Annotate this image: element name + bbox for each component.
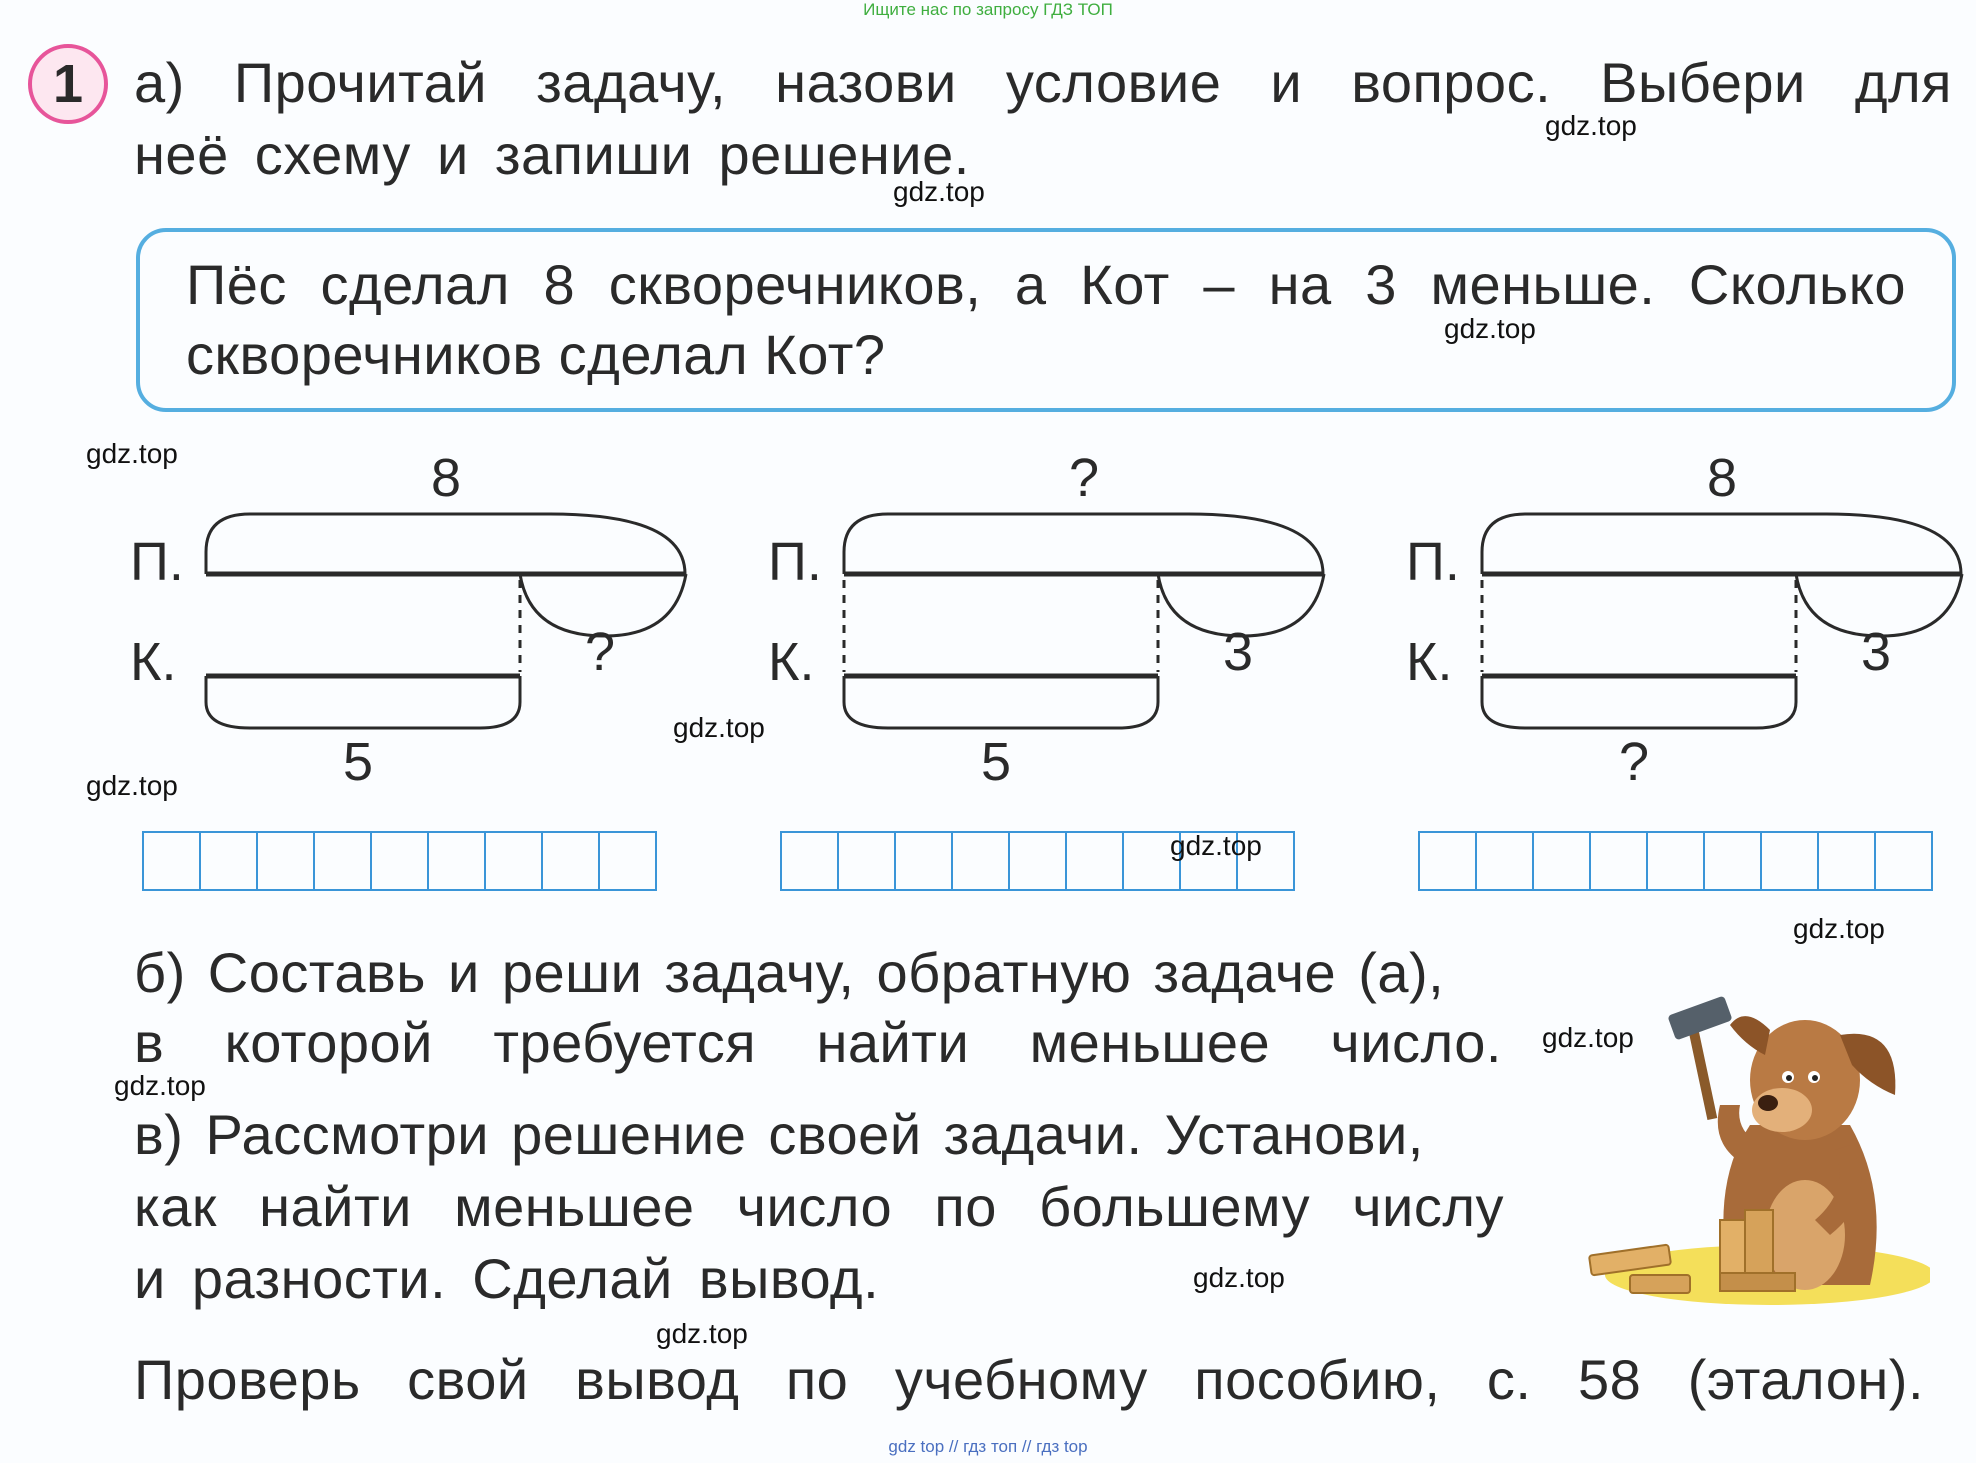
scheme-top-value: 8 [430,448,462,508]
part-b-line-2: в которой требуется найти меньшее число. [134,1011,1502,1074]
scheme-top-value: 8 [1706,448,1738,508]
answer-cell[interactable] [142,831,201,891]
answer-cell[interactable] [598,831,657,891]
answer-cell[interactable] [1589,831,1648,891]
watermark: gdz.top [86,770,178,801]
answer-cell[interactable] [484,831,543,891]
scheme-label-p: П. [768,532,822,592]
answer-cells-3[interactable] [1418,831,1931,891]
task-line-1: Пёс сделал 8 скворечников, а Кот – на 3 меньше. Сколько [186,253,1906,316]
answer-cell[interactable] [199,831,258,891]
part-a-line-1: а) Прочитай задачу, назови условие и вопрос. Выбери для [134,51,1952,114]
scheme-1 [130,448,686,792]
watermark: gdz.top [1542,1022,1634,1053]
footer-note: gdz top // гдз топ // гдз top [888,1437,1088,1456]
answer-cell[interactable] [837,831,896,891]
schemes-area [0,440,1976,800]
scheme-bottom-value: 5 [342,732,374,792]
scheme-label-p: П. [130,532,184,592]
scheme-right-value: 3 [1860,622,1892,682]
answer-cells-1[interactable] [142,831,655,891]
scheme-bottom-value: 5 [980,732,1012,792]
answer-cell[interactable] [1418,831,1477,891]
answer-cell[interactable] [313,831,372,891]
watermark: gdz.top [893,176,985,207]
exercise-number-badge: 1 [28,44,108,124]
answer-cell[interactable] [541,831,600,891]
watermark: gdz.top [673,712,765,743]
check-line: Проверь свой вывод по учебному пособию, с. 58 (эталон). [134,1348,1924,1411]
scheme-label-k: К. [768,632,815,692]
answer-cell[interactable] [780,831,839,891]
answer-cell[interactable] [370,831,429,891]
scheme-bottom-value: ? [1618,732,1650,792]
scheme-top-value: ? [1068,448,1100,508]
watermark: gdz.top [656,1318,748,1349]
task-line-2: скворечников сделал Кот? [186,323,886,386]
watermark: gdz.top [86,438,178,469]
answer-cell[interactable] [894,831,953,891]
watermark: gdz.top [1793,913,1885,944]
watermark: gdz.top [1545,110,1637,141]
answer-cell[interactable] [1065,831,1124,891]
scheme-3 [1406,448,1962,792]
scheme-right-value: 3 [1222,622,1254,682]
answer-cell[interactable] [427,831,486,891]
part-b-line-1: б) Составь и реши задачу, обратную задаче (а), [134,941,1445,1004]
watermark: gdz.top [1444,313,1536,344]
answer-cell[interactable] [1760,831,1819,891]
answer-cell[interactable] [1475,831,1534,891]
answer-cell[interactable] [1532,831,1591,891]
part-c-line-1: в) Рассмотри решение своей задачи. Установи, [134,1103,1424,1166]
part-c-line-2: как найти меньшее число по большему числу [134,1175,1504,1238]
watermark: gdz.top [114,1070,206,1101]
scheme-label-p: П. [1406,532,1460,592]
answer-cell[interactable] [1646,831,1705,891]
answer-cell[interactable] [1817,831,1876,891]
watermark: gdz.top [1193,1262,1285,1293]
part-c-line-3: и разности. Сделай вывод. [134,1247,880,1310]
part-a-line-2: неё схему и запиши решение. [134,123,970,186]
scheme-label-k: К. [1406,632,1453,692]
answer-cell[interactable] [1703,831,1762,891]
answer-cell[interactable] [1008,831,1067,891]
scheme-label-k: К. [130,632,177,692]
scheme-right-value: ? [584,622,616,682]
answer-cell[interactable] [951,831,1010,891]
answer-cell[interactable] [256,831,315,891]
header-note: Ищите нас по запросу ГДЗ ТОП [863,0,1113,19]
answer-cell[interactable] [1874,831,1933,891]
scheme-2 [768,448,1324,792]
watermark: gdz.top [1170,830,1262,861]
